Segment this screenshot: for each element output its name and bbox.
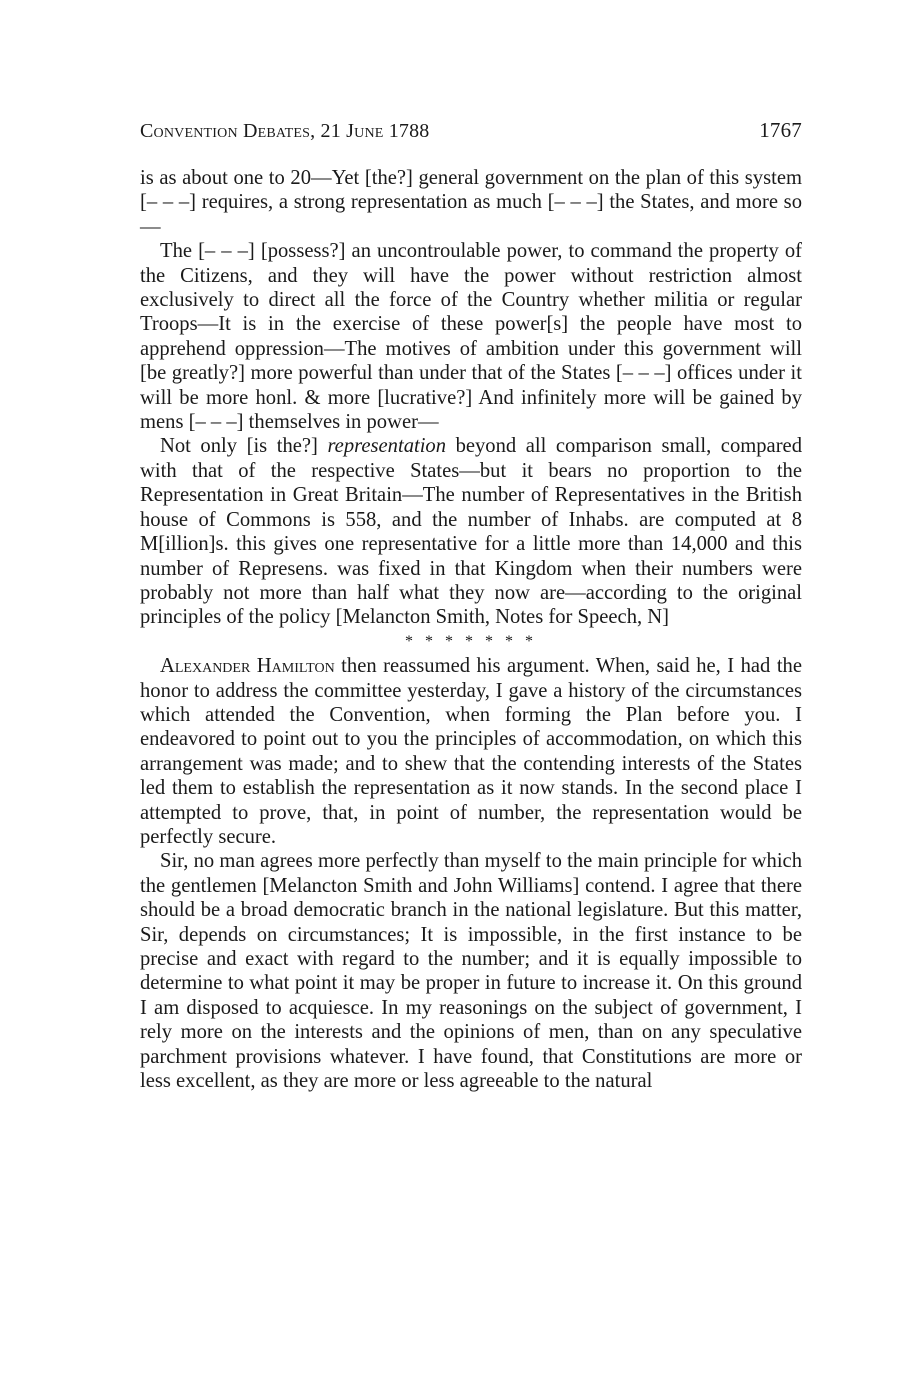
page-number: 1767 <box>759 118 802 142</box>
body-text <box>140 166 802 1093</box>
paragraph-2: The [– – –] [possess?] an uncontroulable power, to command the property of the Citizens, and they will have the power without restriction almost exclusively to direct all the force of the Country whether militia or regular Troops—It is in the exercise of these power[s] the people have most to apprehend oppression—The motives of ambition under this government will [be greatly?] more powerful than under that of the States [– – –] offices under it will be more honl. & more [lucrative?] And infinitely more will be gained by mens [– – –] themselves in power— <box>140 240 802 434</box>
paragraph-3 <box>140 434 802 629</box>
paragraph-3-italic: representation <box>327 435 447 458</box>
paragraph-4-text: then reassumed his argument. When, said he, I had the honor to address the committee yesterday, I gave a history of the circumstances which attended the Convention, when forming the Plan before you. I endeavored to point out to you the principles of accommodation, on which this arrangement was made; and to shew that the contending interests of the States led them to establish the representation as it now stands. In the second place I attempted to prove, that, in point of number, the representation would be perfectly secure. <box>140 655 802 848</box>
paragraph-3-rest: beyond all comparison small, compared with that of the respective States—but it bears no proportion to the Representation in Great Britain—The number of Representatives in the British house of Commons is 558, and the number of Inhabs. are computed at 8 M[illion]s. this gives one representative for a little more than 14,000 and this number of Represens. was fixed in that Kingdom when their numbers were probably not more than half what they now are—according to the original principles of the policy [Melancton Smith, Notes for Speech, N] <box>140 435 802 629</box>
running-title-text: Convention Debates, 21 June 1788 <box>140 120 430 142</box>
paragraph-4 <box>140 654 802 849</box>
document-page <box>140 118 802 1093</box>
section-separator: * * * * * * * <box>405 632 537 650</box>
running-title <box>140 120 430 143</box>
running-head <box>140 118 802 150</box>
paragraph-3-lead: Not only [is the?] <box>160 435 328 458</box>
speaker-name: Alexander Hamilton <box>160 655 335 678</box>
paragraph-1: is as about one to 20—Yet [the?] general government on the plan of this system [– – –] requires, a strong representation as much [– – –] the States, and more so— <box>140 167 802 238</box>
paragraph-5: Sir, no man agrees more perfectly than myself to the main principle for which the gentlemen [Melancton Smith and John Williams] contend. I agree that there should be a broad democratic branch in the national legislature. But this matter, Sir, depends on circumstances; It is impossible, in the first instance to be precise and exact with regard to the number; and it is equally impossible to determine to what point it may be proper in future to increase it. On this ground I am disposed to acquiesce. In my reasonings on the subject of government, I rely more on the interests and the opinions of men, than on any speculative parchment provisions whatever. I have found, that Constitutions are more or less excellent, as they are more or less agreeable to the natural <box>140 850 802 1093</box>
